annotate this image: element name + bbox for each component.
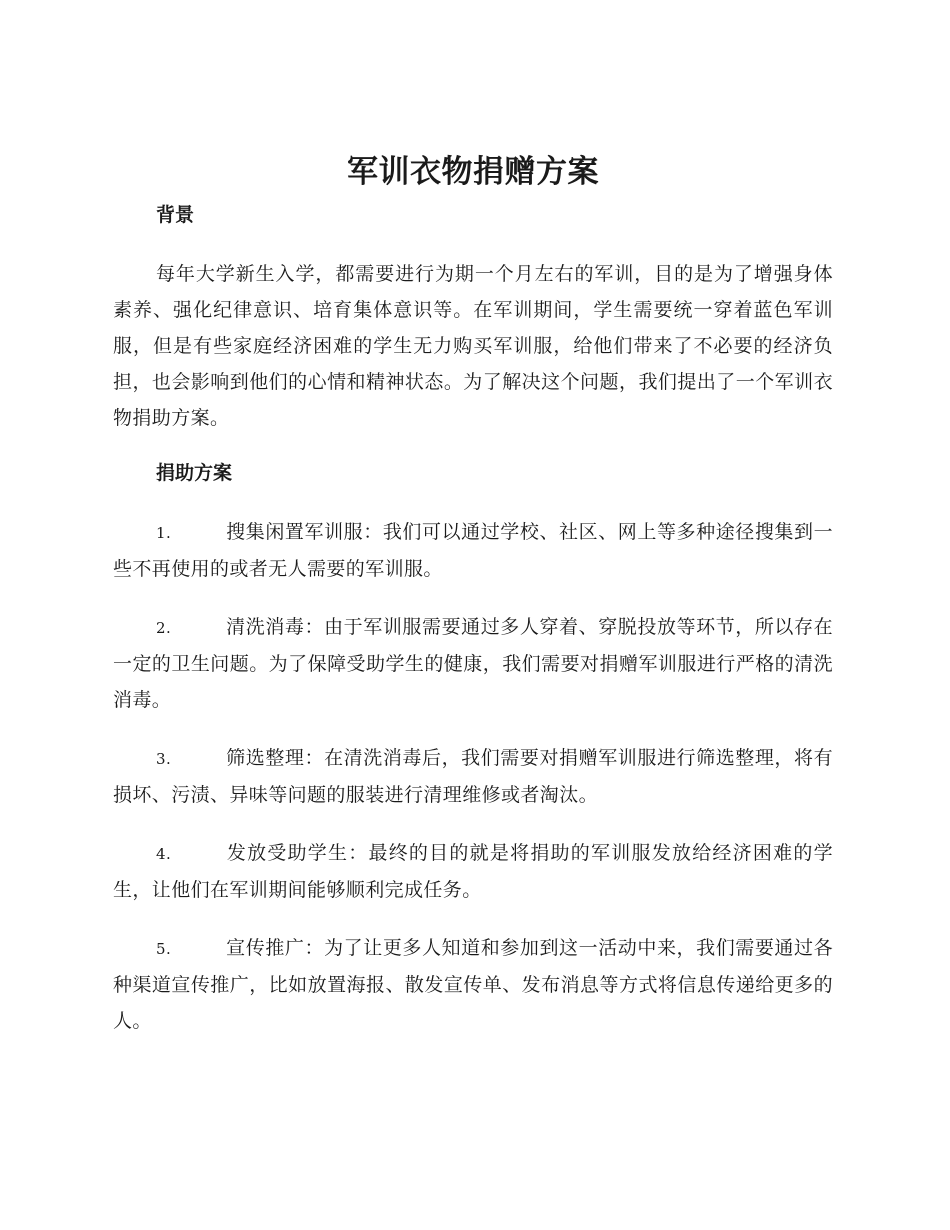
list-item-text: 发放受助学生：最终的目的就是将捐助的军训服发放给经济困难的学生，让他们在军训期间能够顺利完成任务。 xyxy=(113,842,833,901)
list-item-number: 2. xyxy=(156,619,172,637)
list-item-text: 宣传推广：为了让更多人知道和参加到这一活动中来，我们需要通过各种渠道宣传推广，比如放置海报、散发宣传单、发布消息等方式将信息传递给更多的人。 xyxy=(113,937,833,1032)
list-item xyxy=(113,930,833,1039)
background-paragraph: 每年大学新生入学，都需要进行为期一个月左右的军训，目的是为了增强身体素养、强化纪律意识、培育集体意识等。在军训期间，学生需要统一穿着蓝色军训服，但是有些家庭经济困难的学生无力购买军训服，给他们带来了不必要的经济负担，也会影响到他们的心情和精神状态。为了解决这个问题，我们提出了一个军训衣物捐助方案。 xyxy=(113,263,833,429)
list-item xyxy=(113,835,833,908)
list-item xyxy=(113,740,833,813)
list-item-number: 5. xyxy=(156,940,172,958)
section-heading-plan: 捐助方案 xyxy=(156,462,233,484)
list-item xyxy=(113,609,833,718)
document-body xyxy=(113,150,833,1061)
list-item-text: 清洗消毒：由于军训服需要通过多人穿着、穿脱投放等环节，所以存在一定的卫生问题。为了保障受助学生的健康，我们需要对捐赠军训服进行严格的清洗消毒。 xyxy=(113,616,833,711)
list-item-number: 1. xyxy=(156,524,172,542)
section-heading-background: 背景 xyxy=(156,204,195,226)
list-item-number: 3. xyxy=(156,750,172,768)
list-item xyxy=(113,514,833,587)
list-item-text: 搜集闲置军训服：我们可以通过学校、社区、网上等多种途径搜集到一些不再使用的或者无人需要的军训服。 xyxy=(113,521,833,580)
list-item-number: 4. xyxy=(156,845,172,863)
list-item-text: 筛选整理：在清洗消毒后，我们需要对捐赠军训服进行筛选整理，将有损坏、污渍、异味等问题的服装进行清理维修或者淘汰。 xyxy=(113,747,833,806)
document-title: 军训衣物捐赠方案 xyxy=(347,154,599,190)
